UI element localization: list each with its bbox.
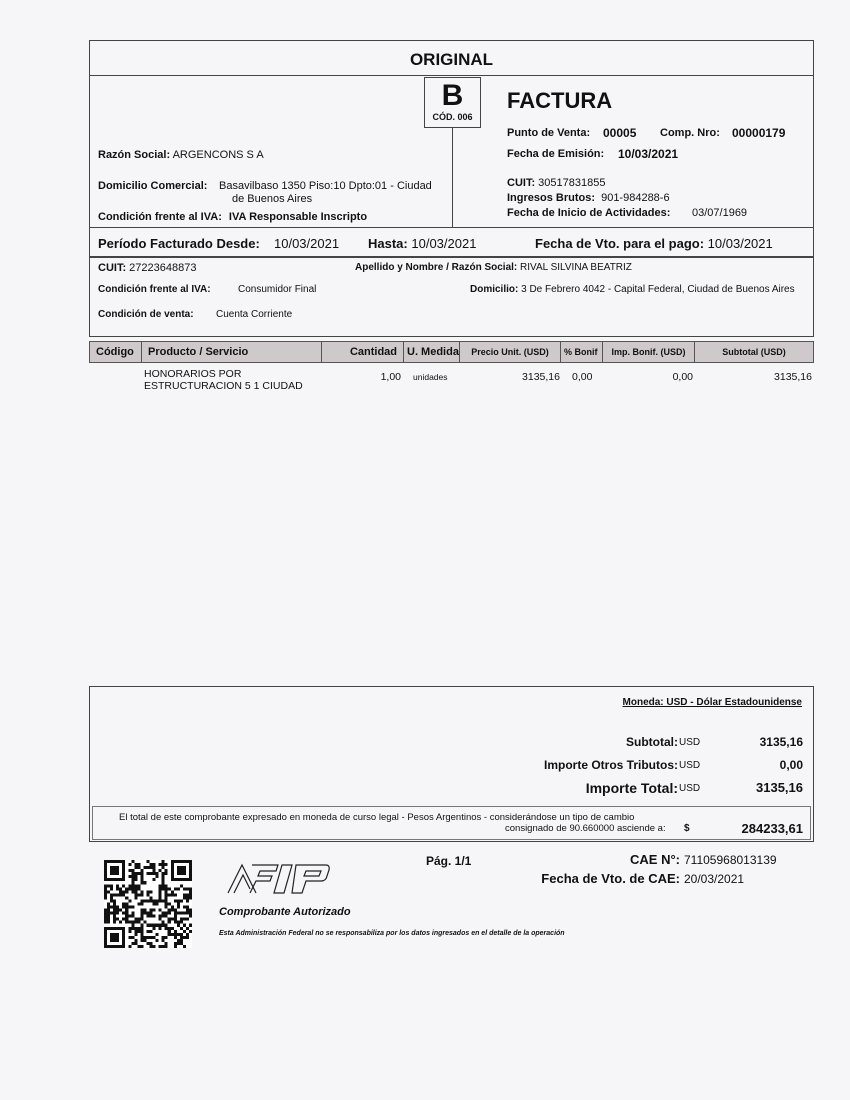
otros-tributos-label: Importe Otros Tributos: bbox=[543, 758, 678, 772]
col-cantidad: Cantidad bbox=[322, 342, 404, 362]
vto-pago-value: 10/03/2021 bbox=[707, 236, 773, 251]
invoice-code: CÓD. 006 bbox=[432, 112, 473, 122]
customer-iva-value: Consumidor Final bbox=[238, 284, 317, 295]
otros-tributos-value: 0,00 bbox=[779, 758, 803, 772]
issuer-cuit-row bbox=[507, 177, 605, 189]
col-precio: Precio Unit. (USD) bbox=[460, 342, 561, 362]
customer-cuit-row bbox=[98, 262, 196, 274]
copy-label-box bbox=[89, 40, 814, 76]
subtotal-label: Subtotal: bbox=[626, 735, 678, 749]
customer-domicilio-value: 3 De Febrero 4042 - Capital Federal, Ciudad de Buenos Aires bbox=[521, 284, 795, 295]
cae-label: CAE N°: bbox=[630, 852, 680, 867]
col-producto: Producto / Servicio bbox=[142, 342, 322, 362]
domicilio-comercial-line2: de Buenos Aires bbox=[232, 193, 313, 205]
importe-total-label: Importe Total: bbox=[585, 780, 678, 796]
table-row bbox=[89, 368, 814, 396]
pesos-note-line2: consignado de 90.660000 asciende a: bbox=[505, 823, 666, 834]
page-number: Pág. 1/1 bbox=[426, 854, 472, 868]
inicio-actividades-value: 03/07/1969 bbox=[692, 207, 748, 219]
condicion-venta-value: Cuenta Corriente bbox=[216, 309, 293, 320]
customer-domicilio-label: Domicilio: bbox=[470, 284, 519, 295]
customer-cuit-value: 27223648873 bbox=[129, 262, 197, 274]
customer-nombre-label: Apellido y Nombre / Razón Social: bbox=[355, 262, 518, 273]
fecha-emision-label: Fecha de Emisión: bbox=[507, 148, 605, 160]
condicion-venta-label: Condición de venta: bbox=[98, 309, 194, 320]
customer-iva-label: Condición frente al IVA: bbox=[98, 284, 211, 295]
hasta-label: Hasta: bbox=[368, 236, 408, 251]
letter-box bbox=[424, 77, 481, 128]
punto-venta-value: 00005 bbox=[603, 126, 637, 140]
issuer-iva-row bbox=[98, 211, 367, 223]
pesos-note-line1: El total de este comprobante expresado en moneda de curso legal - Pesos Argentinos - considerándose un tipo de cambio bbox=[119, 812, 635, 823]
col-bonif: % Bonif bbox=[561, 342, 603, 362]
issuer-divider bbox=[452, 128, 453, 228]
col-imp-bonif: Imp. Bonif. (USD) bbox=[603, 342, 695, 362]
vto-pago-label: Fecha de Vto. para el pago: bbox=[535, 236, 705, 251]
row-unidad: unidades bbox=[413, 372, 448, 382]
issuer-iva-label: Condición frente al IVA: bbox=[98, 211, 222, 223]
customer-nombre-row bbox=[355, 262, 632, 273]
customer-cuit-label: CUIT: bbox=[98, 262, 127, 274]
pesos-total-value: 284233,61 bbox=[741, 821, 803, 836]
subtotal-value: 3135,16 bbox=[759, 735, 803, 749]
cae-vto-value: 20/03/2021 bbox=[684, 872, 745, 886]
doc-type: FACTURA bbox=[507, 88, 613, 113]
domicilio-comercial-line1: Basavilbaso 1350 Piso:10 Dpto:01 - Ciudad bbox=[219, 180, 432, 192]
issuer-cuit-value: 30517831855 bbox=[538, 177, 606, 189]
col-unidad: U. Medida bbox=[404, 342, 460, 362]
comp-nro-label: Comp. Nro: bbox=[660, 127, 720, 139]
importe-total-currency: USD bbox=[679, 783, 701, 794]
afip-logo bbox=[226, 862, 332, 896]
vto-pago-row bbox=[535, 236, 773, 251]
moneda-label: Moneda: USD - Dólar Estadounidense bbox=[622, 697, 802, 708]
col-subtotal: Subtotal (USD) bbox=[722, 347, 786, 357]
desde-value: 10/03/2021 bbox=[274, 236, 340, 251]
row-cantidad: 1,00 bbox=[380, 371, 401, 383]
razon-social-value: ARGENCONS S A bbox=[172, 149, 264, 161]
row-producto-line2: ESTRUCTURACION 5 1 CIUDAD bbox=[144, 380, 303, 392]
domicilio-comercial-label: Domicilio Comercial: bbox=[98, 180, 208, 192]
desde-label: Período Facturado Desde: bbox=[98, 236, 260, 251]
punto-venta-label: Punto de Venta: bbox=[507, 127, 591, 139]
comp-nro-value: 00000179 bbox=[732, 126, 786, 140]
afip-disclaimer: Esta Administración Federal no se responsabiliza por los datos ingresados en el detalle de la operación bbox=[219, 930, 565, 937]
issuer-iva-value: IVA Responsable Inscripto bbox=[228, 211, 368, 223]
row-bonif: 0,00 bbox=[572, 371, 593, 383]
razon-social-row bbox=[98, 149, 264, 161]
subtotal-currency: USD bbox=[679, 737, 701, 748]
row-imp-bonif: 0,00 bbox=[672, 371, 693, 383]
iibb-row bbox=[507, 192, 670, 204]
importe-total-value: 3135,16 bbox=[756, 780, 803, 795]
row-subtotal: 3135,16 bbox=[774, 371, 812, 383]
copy-label: ORIGINAL bbox=[409, 50, 494, 69]
hasta-row bbox=[368, 236, 476, 251]
invoice-letter: B bbox=[441, 79, 464, 112]
peso-symbol: $ bbox=[684, 823, 690, 834]
col-codigo: Código bbox=[90, 342, 142, 362]
issuer-cuit-label: CUIT: bbox=[507, 177, 536, 189]
qr-code bbox=[104, 860, 192, 948]
inicio-actividades-label: Fecha de Inicio de Actividades: bbox=[507, 207, 671, 219]
otros-tributos-currency: USD bbox=[679, 760, 701, 771]
row-precio: 3135,16 bbox=[522, 371, 560, 383]
customer-nombre-value: RIVAL SILVINA BEATRIZ bbox=[520, 262, 632, 273]
items-table-header bbox=[89, 341, 814, 363]
iibb-value: 901-984288-6 bbox=[601, 192, 670, 204]
hasta-value: 10/03/2021 bbox=[411, 236, 477, 251]
row-producto-line1: HONORARIOS POR bbox=[144, 368, 242, 380]
iibb-label: Ingresos Brutos: bbox=[507, 192, 596, 204]
comprobante-autorizado: Comprobante Autorizado bbox=[219, 906, 351, 918]
cae-vto-label: Fecha de Vto. de CAE: bbox=[541, 871, 680, 886]
customer-domicilio-row bbox=[470, 284, 795, 295]
cae-value: 71105968013139 bbox=[684, 853, 777, 867]
fecha-emision-value: 10/03/2021 bbox=[618, 147, 679, 161]
razon-social-label: Razón Social: bbox=[98, 149, 171, 161]
